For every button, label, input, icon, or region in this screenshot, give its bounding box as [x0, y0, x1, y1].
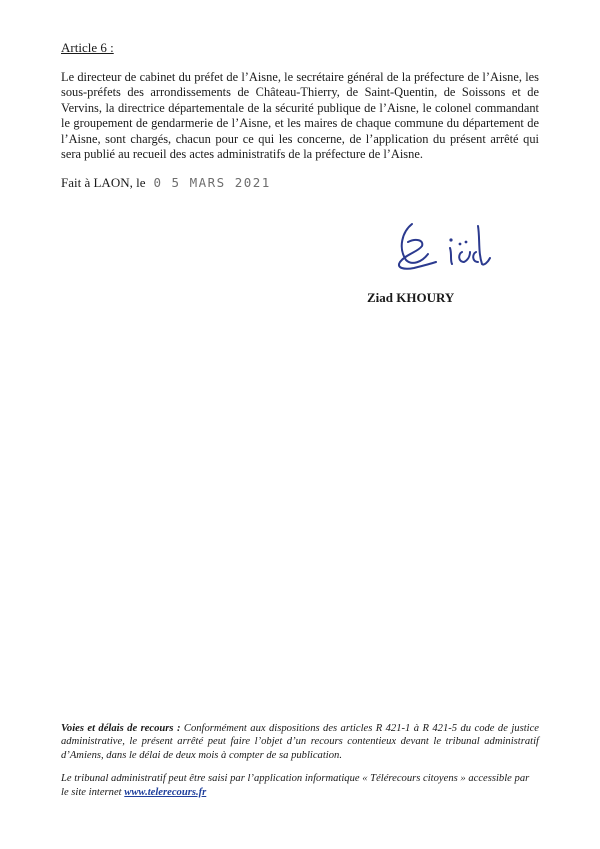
- place-date-line: [61, 175, 271, 191]
- signatory-name: Ziad KHOURY: [367, 290, 455, 305]
- place-date-prefix: Fait à LAON, le: [61, 175, 146, 190]
- article-body: Le directeur de cabinet du préfet de l’Aisne, le secrétaire général de la préfecture de l’Aisne, les sous-préfets des arrondissements de Château-Thierry, de Saint-Quentin, de Soissons et de Vervins, la directrice départementale de la sécurité publique de l’Aisne, le colonel commandant le groupement de gendarmerie de l’Aisne, et les maires de chaque commune du département de l’Aisne, sont chargés, chacun pour ce qui les concerne, de l’application du présent arrêté qui sera publié au recueil des actes administratifs de la préfecture de l’Aisne.: [61, 70, 539, 162]
- telerecours-link[interactable]: www.telerecours.fr: [124, 786, 207, 798]
- tribunal-paragraph: [61, 772, 539, 799]
- recours-text: Conformément aux dispositions des articles R 421-1 à R 421-5 du code de justice administrative, le présent arrêté peut faire l’objet d’un recours contentieux devant le tribunal administratif d’Amiens, dans le délai de deux mois à compter de sa publication.: [61, 723, 539, 761]
- tribunal-text: Le tribunal administratif peut être saisi par l’application informatique « Télérecours citoyens » accessible par le site internet: [61, 773, 530, 798]
- recours-paragraph: [61, 722, 539, 762]
- article-heading: Article 6 :: [61, 40, 114, 55]
- handwritten-signature: [392, 218, 504, 276]
- date-stamp: 0 5 MARS 2021: [153, 175, 271, 190]
- footer-notice: [61, 722, 539, 799]
- recours-label: Voies et délais de recours :: [61, 723, 181, 734]
